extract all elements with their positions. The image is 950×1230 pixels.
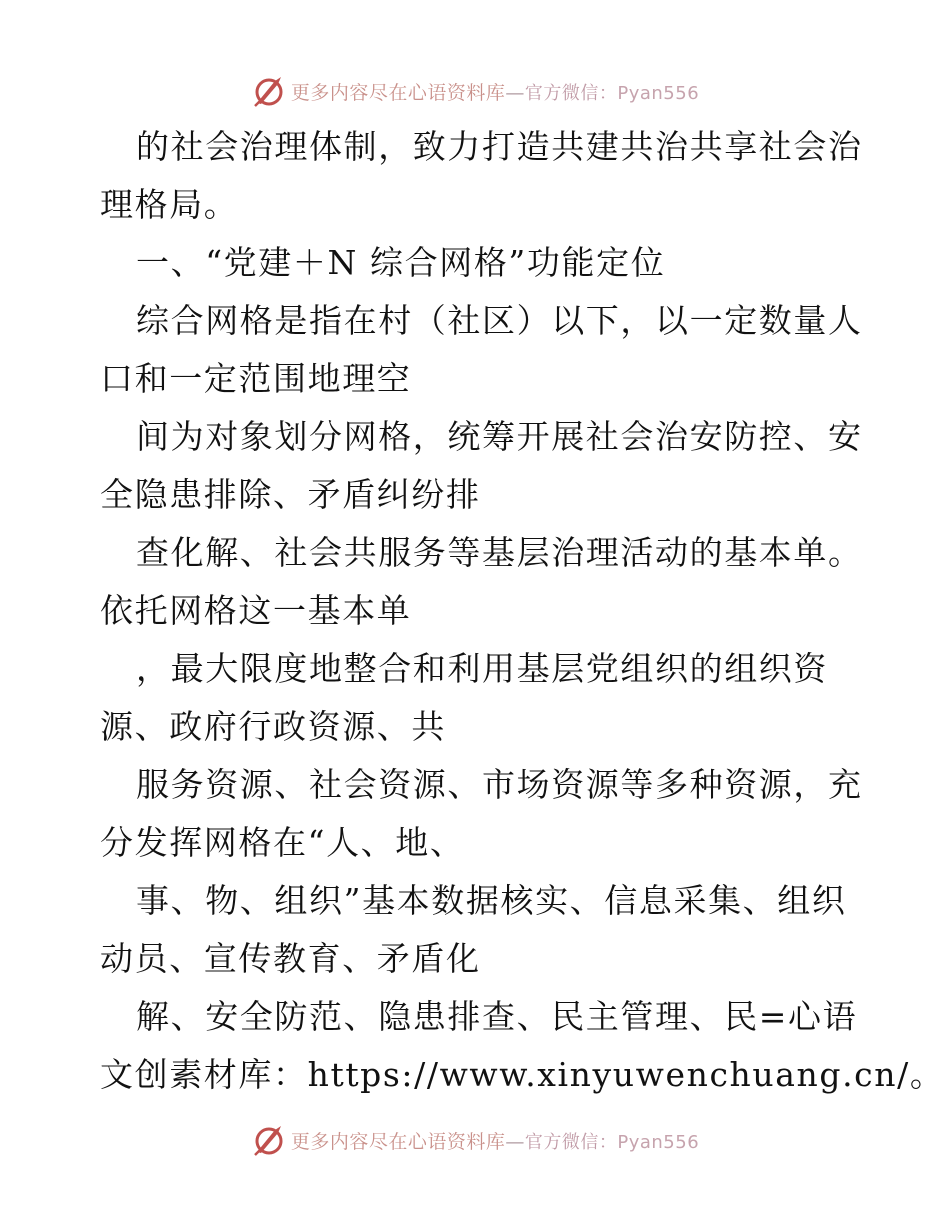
watermark-text xyxy=(291,1127,699,1154)
header-watermark xyxy=(0,71,950,111)
document-body xyxy=(100,118,945,1104)
text-line: 全隐患排除、矛盾纠纷排 xyxy=(100,475,481,514)
section-heading: 一、“党建＋N 综合网格”功能定位 xyxy=(136,243,666,282)
watermark-main-text: 更多内容尽在心语资料库 xyxy=(290,1130,506,1153)
text-line: 事、物、组织”基本数据核实、信息采集、组织 xyxy=(136,881,847,920)
text-line: ，最大限度地整合和利用基层党组织的组织资 xyxy=(136,649,828,688)
watermark-wechat-id: Pyan556 xyxy=(617,82,700,104)
watermark-separator: — xyxy=(505,1130,525,1153)
text-line: 的社会治理体制，致力打造共建共治共享社会治 xyxy=(136,127,863,166)
watermark-main-text: 更多内容尽在心语资料库 xyxy=(290,81,506,104)
watermark-wechat-label: 官方微信： xyxy=(524,1131,618,1153)
text-line: 源、政府行政资源、共 xyxy=(100,707,446,746)
text-line: 动员、宣传教育、矛盾化 xyxy=(100,939,481,978)
text-line: 依托网格这一基本单 xyxy=(100,591,412,630)
text-line: 间为对象划分网格，统筹开展社会治安防控、安 xyxy=(136,417,863,456)
watermark-wechat-id: Pyan556 xyxy=(617,1131,700,1153)
quill-logo-icon xyxy=(251,73,287,109)
watermark-wechat-label: 官方微信： xyxy=(524,82,618,104)
text-line: 查化解、社会共服务等基层治理活动的基本单。 xyxy=(136,533,863,572)
text-line: 口和一定范围地理空 xyxy=(100,359,412,398)
watermark-separator: — xyxy=(505,81,525,104)
watermark-text xyxy=(291,78,699,105)
text-line: 文创素材库：https://www.xinyuwenchuang.cn/。 xyxy=(100,1055,945,1094)
text-line: 解、安全防范、隐患排查、民主管理、民=心语 xyxy=(136,997,858,1036)
footer-watermark xyxy=(0,1120,950,1160)
text-line: 服务资源、社会资源、市场资源等多种资源，充 xyxy=(136,765,863,804)
text-line: 综合网格是指在村（社区）以下，以一定数量人 xyxy=(136,301,863,340)
text-line: 理格局。 xyxy=(100,185,239,224)
quill-logo-icon xyxy=(251,1122,287,1158)
text-line: 分发挥网格在“人、地、 xyxy=(100,823,465,862)
